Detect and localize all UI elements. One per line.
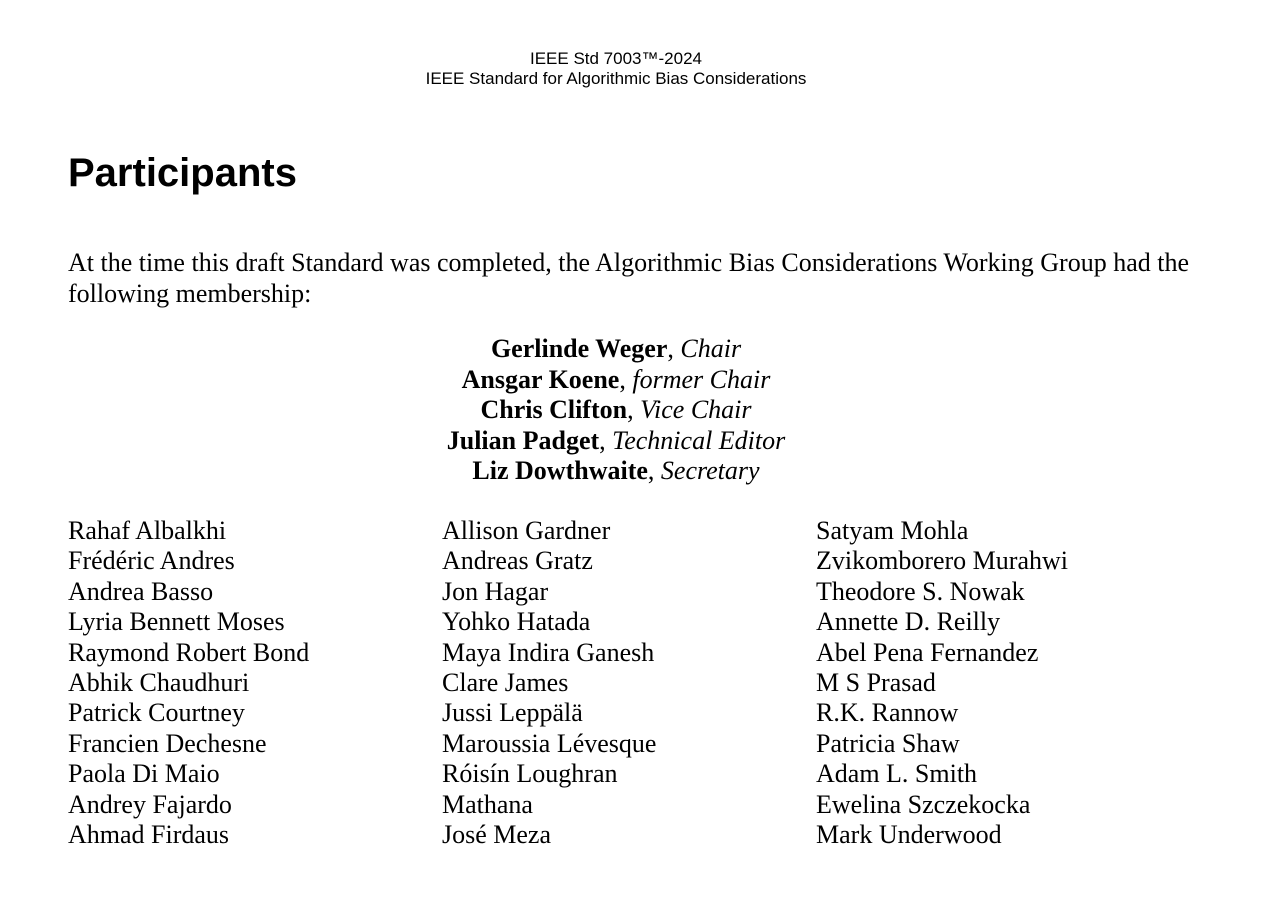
member-name: Abel Pena Fernandez — [816, 637, 1039, 667]
officer-entry: Gerlinde Weger, Chair — [490, 334, 742, 363]
member-name: Abhik Chaudhuri — [68, 668, 250, 698]
officer-name: Gerlinde Weger — [490, 334, 668, 363]
member-name: Allison Gardner — [442, 516, 611, 545]
officer-entry: Liz Dowthwaite, Secretary — [472, 456, 760, 485]
officer-name: Chris Clifton — [480, 395, 628, 424]
member-name: Jussi Leppälä — [442, 698, 583, 728]
section-title: Participants — [68, 151, 297, 195]
member-name: Frédéric Andres — [68, 546, 235, 576]
member-name: Ahmad Firdaus — [68, 820, 230, 850]
officers-list — [0, 334, 1232, 487]
member-name: Adam L. Smith — [816, 759, 978, 789]
member-name: Annette D. Reilly — [816, 607, 1001, 637]
member-name: Róisín Loughran — [442, 759, 618, 789]
officer-name: Liz Dowthwaite — [472, 456, 648, 485]
officer-entry: Julian Padget, Technical Editor — [446, 425, 786, 455]
member-name: Lyria Bennett Moses — [68, 607, 285, 637]
member-name: Andrea Basso — [68, 576, 214, 606]
members-column-3 — [816, 516, 1186, 850]
member-name: Maroussia Lévesque — [442, 728, 657, 758]
member-name: Ewelina Szczekocka — [816, 789, 1031, 819]
officer-name: Julian Padget — [446, 425, 600, 455]
officer-name: Ansgar Koene — [461, 364, 620, 394]
officer-entry: Ansgar Koene, former Chair — [461, 364, 771, 394]
members-column-1 — [68, 516, 438, 850]
member-name: Mathana — [442, 789, 533, 819]
officer-entry: Chris Clifton, Vice Chair — [480, 395, 752, 424]
member-name: M S Prasad — [816, 668, 936, 698]
standard-id: IEEE Std 7003™-2024 — [529, 49, 702, 68]
member-name: Patrick Courtney — [68, 698, 245, 728]
officer-role: Vice Chair — [640, 395, 752, 424]
standard-title: IEEE Standard for Algorithmic Bias Considerations — [425, 69, 807, 88]
members-column-2 — [442, 516, 812, 850]
member-name: Rahaf Albalkhi — [68, 516, 227, 545]
officer-role: Secretary — [660, 456, 760, 485]
member-name: Yohko Hatada — [442, 607, 591, 637]
officer-role: Technical Editor — [612, 425, 786, 455]
member-name: Theodore S. Nowak — [816, 576, 1025, 606]
member-name: Clare James — [442, 668, 569, 698]
intro-paragraph: At the time this draft Standard was completed, the Algorithmic Bias Considerations Working Group had the following membership: — [68, 248, 1190, 308]
member-name: José Meza — [442, 820, 552, 850]
member-name: Maya Indira Ganesh — [442, 637, 655, 667]
member-name: Andreas Gratz — [442, 546, 593, 576]
member-name: Zvikomborero Murahwi — [816, 546, 1069, 576]
member-name: R.K. Rannow — [816, 698, 959, 728]
member-name: Mark Underwood — [816, 820, 1002, 850]
member-name: Paola Di Maio — [68, 759, 220, 789]
member-name: Jon Hagar — [442, 576, 549, 606]
member-name: Raymond Robert Bond — [68, 637, 310, 667]
officer-role: former Chair — [632, 364, 771, 394]
member-name: Satyam Mohla — [816, 516, 969, 545]
member-name: Francien Dechesne — [68, 728, 267, 758]
member-name: Andrey Fajardo — [68, 789, 232, 819]
officer-role: Chair — [680, 334, 742, 363]
running-header — [0, 49, 1232, 89]
member-name: Patricia Shaw — [816, 728, 960, 758]
